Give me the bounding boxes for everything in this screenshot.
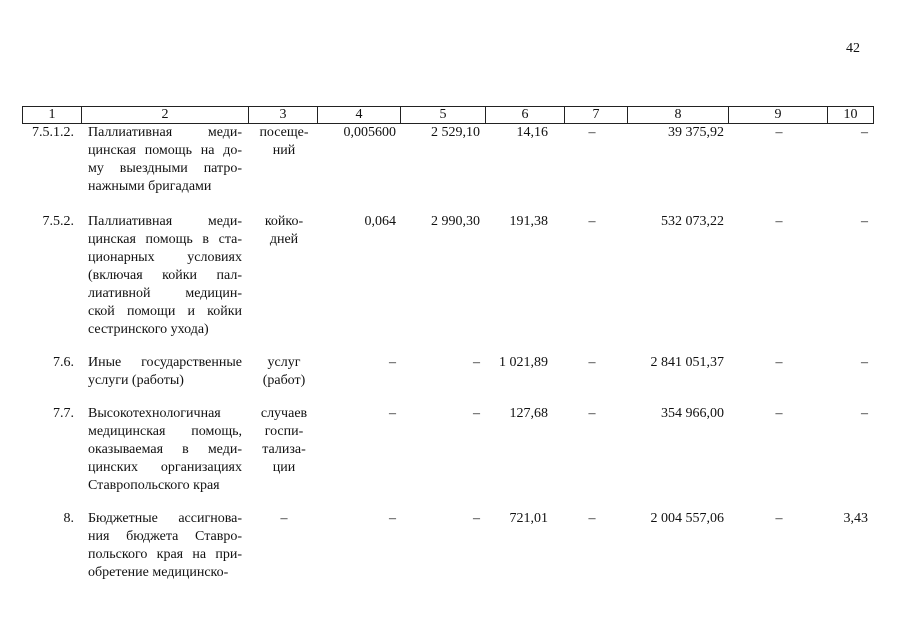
table-header-row (22, 106, 874, 124)
row-col-8: 354 966,00 (661, 406, 724, 421)
row-name-line: сестринского ухода) (88, 322, 209, 337)
header-col-8: 8 (627, 106, 729, 124)
row-name-line: нажными бригадами (88, 179, 212, 194)
row-col-10: – (861, 355, 868, 370)
row-col-5: – (473, 511, 480, 526)
row-name (88, 124, 242, 196)
row-col-4: – (389, 511, 396, 526)
row-name-line: Высокотехнологичная (88, 406, 221, 421)
row-unit-line: услуг (267, 355, 301, 370)
row-number: 7.5.2. (42, 214, 74, 229)
row-col-8: 2 004 557,06 (650, 511, 724, 526)
header-col-9: 9 (728, 106, 828, 124)
row-name-line: цинская помощь на до- (88, 143, 242, 158)
row-col-8: 2 841 051,37 (650, 355, 724, 370)
row-name-line: цинских организациях (88, 460, 242, 475)
row-col-4: – (389, 406, 396, 421)
row-name-line: услуги (работы) (88, 373, 184, 388)
row-col-10: – (861, 214, 868, 229)
row-col-8: 532 073,22 (661, 214, 724, 229)
row-unit-line: койко- (264, 214, 304, 229)
row-col-9: – (775, 406, 783, 421)
row-unit (256, 124, 312, 160)
row-number: 7.7. (53, 406, 74, 421)
row-col-6: 721,01 (509, 511, 548, 526)
row-name-line: Ставропольского края (88, 478, 220, 493)
row-unit-line: – (280, 511, 288, 526)
row-name-line: Бюджетные ассигнова- (88, 511, 242, 526)
row-unit-line: госпи- (264, 424, 304, 439)
row-col-9: – (775, 511, 783, 526)
row-col-5: – (473, 406, 480, 421)
row-unit-line: дней (269, 232, 299, 247)
row-col-5: 2 990,30 (431, 214, 480, 229)
row-col-6: 191,38 (509, 214, 548, 229)
row-name-line: цинская помощь в ста- (88, 232, 242, 247)
row-col-4: 0,064 (364, 214, 396, 229)
row-name-line: медицинская помощь, (88, 424, 242, 439)
row-col-7: – (588, 125, 596, 140)
row-col-9: – (775, 125, 783, 140)
row-number: 7.6. (53, 355, 74, 370)
row-name-line: лиативной медицин- (88, 286, 242, 301)
row-name-line: польского края на при- (88, 547, 242, 562)
row-col-5: 2 529,10 (431, 125, 480, 140)
header-col-7: 7 (564, 106, 628, 124)
row-name-line: му выездными патро- (88, 161, 242, 176)
row-unit (256, 405, 312, 477)
row-col-7: – (588, 355, 596, 370)
row-name-line: Паллиативная меди- (88, 125, 242, 140)
row-col-7: – (588, 214, 596, 229)
row-name-line: ционарных условиях (88, 250, 242, 265)
row-col-7: – (588, 511, 596, 526)
row-name-line: Паллиативная меди- (88, 214, 242, 229)
row-name-line: Иные государственные (88, 355, 242, 370)
header-col-3: 3 (248, 106, 318, 124)
row-col-7: – (588, 406, 596, 421)
row-unit (256, 213, 312, 249)
row-name-line: ской помощи и койки (88, 304, 242, 319)
header-col-2: 2 (81, 106, 249, 124)
row-col-5: – (473, 355, 480, 370)
row-unit-line: случаев (260, 406, 308, 421)
row-col-4: – (389, 355, 396, 370)
row-unit-line: посеще- (259, 125, 309, 140)
row-name-line: ния бюджета Ставро- (88, 529, 242, 544)
row-name (88, 405, 242, 495)
row-number: 8. (63, 511, 74, 526)
header-col-1: 1 (22, 106, 82, 124)
row-name-line: обретение медицинско- (88, 565, 229, 580)
row-col-6: 14,16 (516, 125, 548, 140)
row-col-8: 39 375,92 (668, 125, 724, 140)
row-unit (256, 354, 312, 390)
row-name (88, 510, 242, 582)
row-unit (256, 510, 312, 528)
page-number: 42 (846, 41, 860, 56)
header-col-5: 5 (400, 106, 486, 124)
row-unit-line: (работ) (262, 373, 306, 388)
row-number: 7.5.1.2. (32, 125, 74, 140)
row-col-4: 0,005600 (343, 125, 396, 140)
row-col-9: – (775, 214, 783, 229)
header-col-6: 6 (485, 106, 565, 124)
header-col-4: 4 (317, 106, 401, 124)
row-unit-line: ний (272, 143, 296, 158)
row-col-10: – (861, 406, 868, 421)
row-name (88, 354, 242, 390)
row-unit-line: ции (272, 460, 296, 475)
row-name-line: (включая койки пал- (88, 268, 242, 283)
row-name-line: оказываемая в меди- (88, 442, 242, 457)
row-col-6: 127,68 (509, 406, 548, 421)
row-name (88, 213, 242, 339)
row-col-6: 1 021,89 (499, 355, 548, 370)
row-col-10: – (861, 125, 868, 140)
row-col-9: – (775, 355, 783, 370)
row-col-10: 3,43 (843, 511, 868, 526)
header-col-10: 10 (827, 106, 874, 124)
row-unit-line: тализа- (262, 442, 306, 457)
